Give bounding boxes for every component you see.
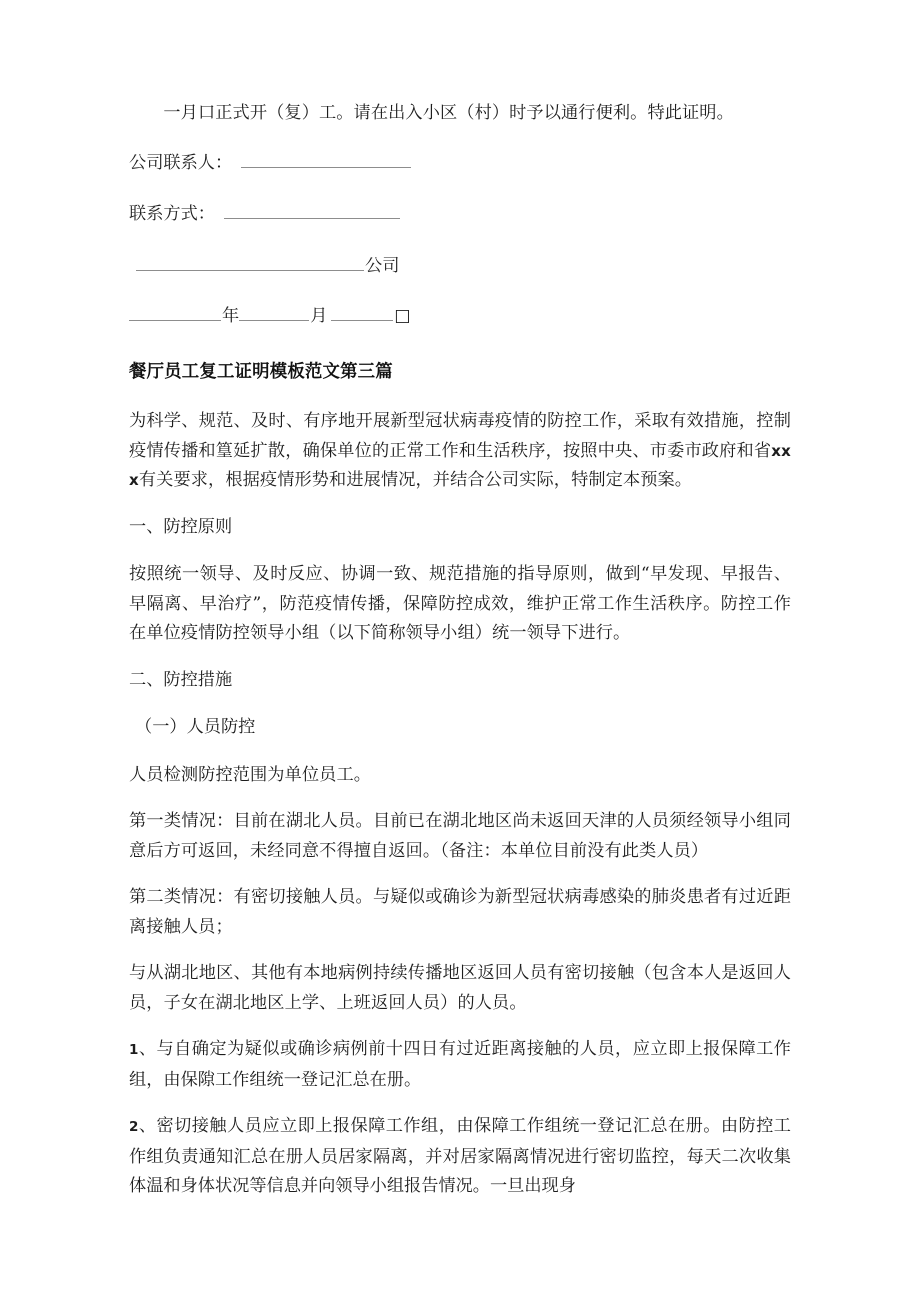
article-heading: 餐厅员工复工证明模板范文第三篇 [129,361,393,382]
contact-method-row [129,200,791,230]
date-month-blank-field[interactable] [239,303,309,321]
contact-method-blank-field[interactable] [224,201,400,219]
detection-scope-paragraph: 人员检测防控范围为单位员工。 [129,764,372,785]
company-name-blank-field[interactable] [136,253,364,271]
measure-item-marker: 2 [129,1119,139,1135]
article-intro-emphasis: xxx [129,441,791,489]
date-year-blank-field[interactable] [129,303,221,321]
article-intro-paragraph [129,407,791,496]
section-one-body-paragraph: 按照统一领导、及时反应、协调一致、规范措施的指导原则，做到“早发现、早报告、早隔离、早治疗”，防范疫情传播，保障防控成效，维护正常工作生活秩序。防控工作在单位疫情防控领导小组（以下简称领导小组）统一领导下进行。 [129,564,791,643]
contact-person-blank-field[interactable] [241,150,411,168]
contact-person-row [129,149,791,179]
measure-item-separator: 、 [138,1039,157,1059]
measure-item-text: 密切接触人员应立即上报保障工作组，由保障工作组统一登记汇总在册。由防控工作组负责通知汇总在册人员居家隔离，并对居家隔离情况进行密切监控，每天二次收集体温和身体状况等信息并向领导小组报告情况。一旦出现身 [129,1116,791,1196]
contact-person-label: 公司联系人： [129,152,233,173]
category-two-continued-paragraph: 与从湖北地区、其他有本地病例持续传播地区返回人员有密切接触（包含本人是返回人员，子女在湖北地区上学、上班返回人员）的人员。 [129,963,791,1013]
article-intro-part-one: 为科学、规范、及时、有序地开展新型冠状病毒疫情的防控工作，采取有效措施，控制疫情传播和篁延扩散，确保单位的正常工作和生活秩序，按照中央、市委市政府和省 [129,411,791,461]
company-suffix-label: 公司 [365,255,400,276]
category-two-paragraph: 第二类情况：有密切接触人员。与疑似或确诊为新型冠状病毒感染的肺炎患者有过近距离接触人员； [129,887,791,937]
certificate-closing-paragraph: 一月口正式开（复）工。请在出入小区（村）时予以通行便利。特此证明。 [163,103,734,123]
subsection-one-heading: （一）人员防控 [135,717,256,737]
company-signature-row [136,252,791,282]
category-one-paragraph: 第一类情况：目前在湖北人员。目前已在湖北地区尚未返回天津的人员须经领导小组同意后方可返回，未经同意不得擅自返回。（备注：本单位目前没有此类人员） [129,811,791,861]
date-year-label: 年 [222,306,240,326]
date-day-label: □ [394,306,411,326]
measure-item [129,1112,791,1202]
section-two-heading: 二、防控措施 [129,669,233,690]
measure-item-separator: 、 [138,1116,157,1136]
date-signature-row [129,302,791,332]
measure-item-text: 与自确定为疑似或确诊病例前十四日有过近距离接触的人员，应立即上报保障工作组，由保隙工作组统一登记汇总在册。 [129,1039,791,1090]
date-day-blank-field[interactable] [331,303,393,321]
date-month-label: 月 [310,306,328,326]
article-intro-part-two: 有关要求，根据疫情形势和进展情况，并结合公司实际，特制定本预案。 [138,470,693,490]
section-one-heading: 一、防控原则 [129,516,233,537]
contact-method-label: 联系方式： [129,204,215,224]
measure-item [129,1035,791,1095]
measure-item-marker: 1 [129,1042,139,1058]
document-body [129,99,791,1219]
